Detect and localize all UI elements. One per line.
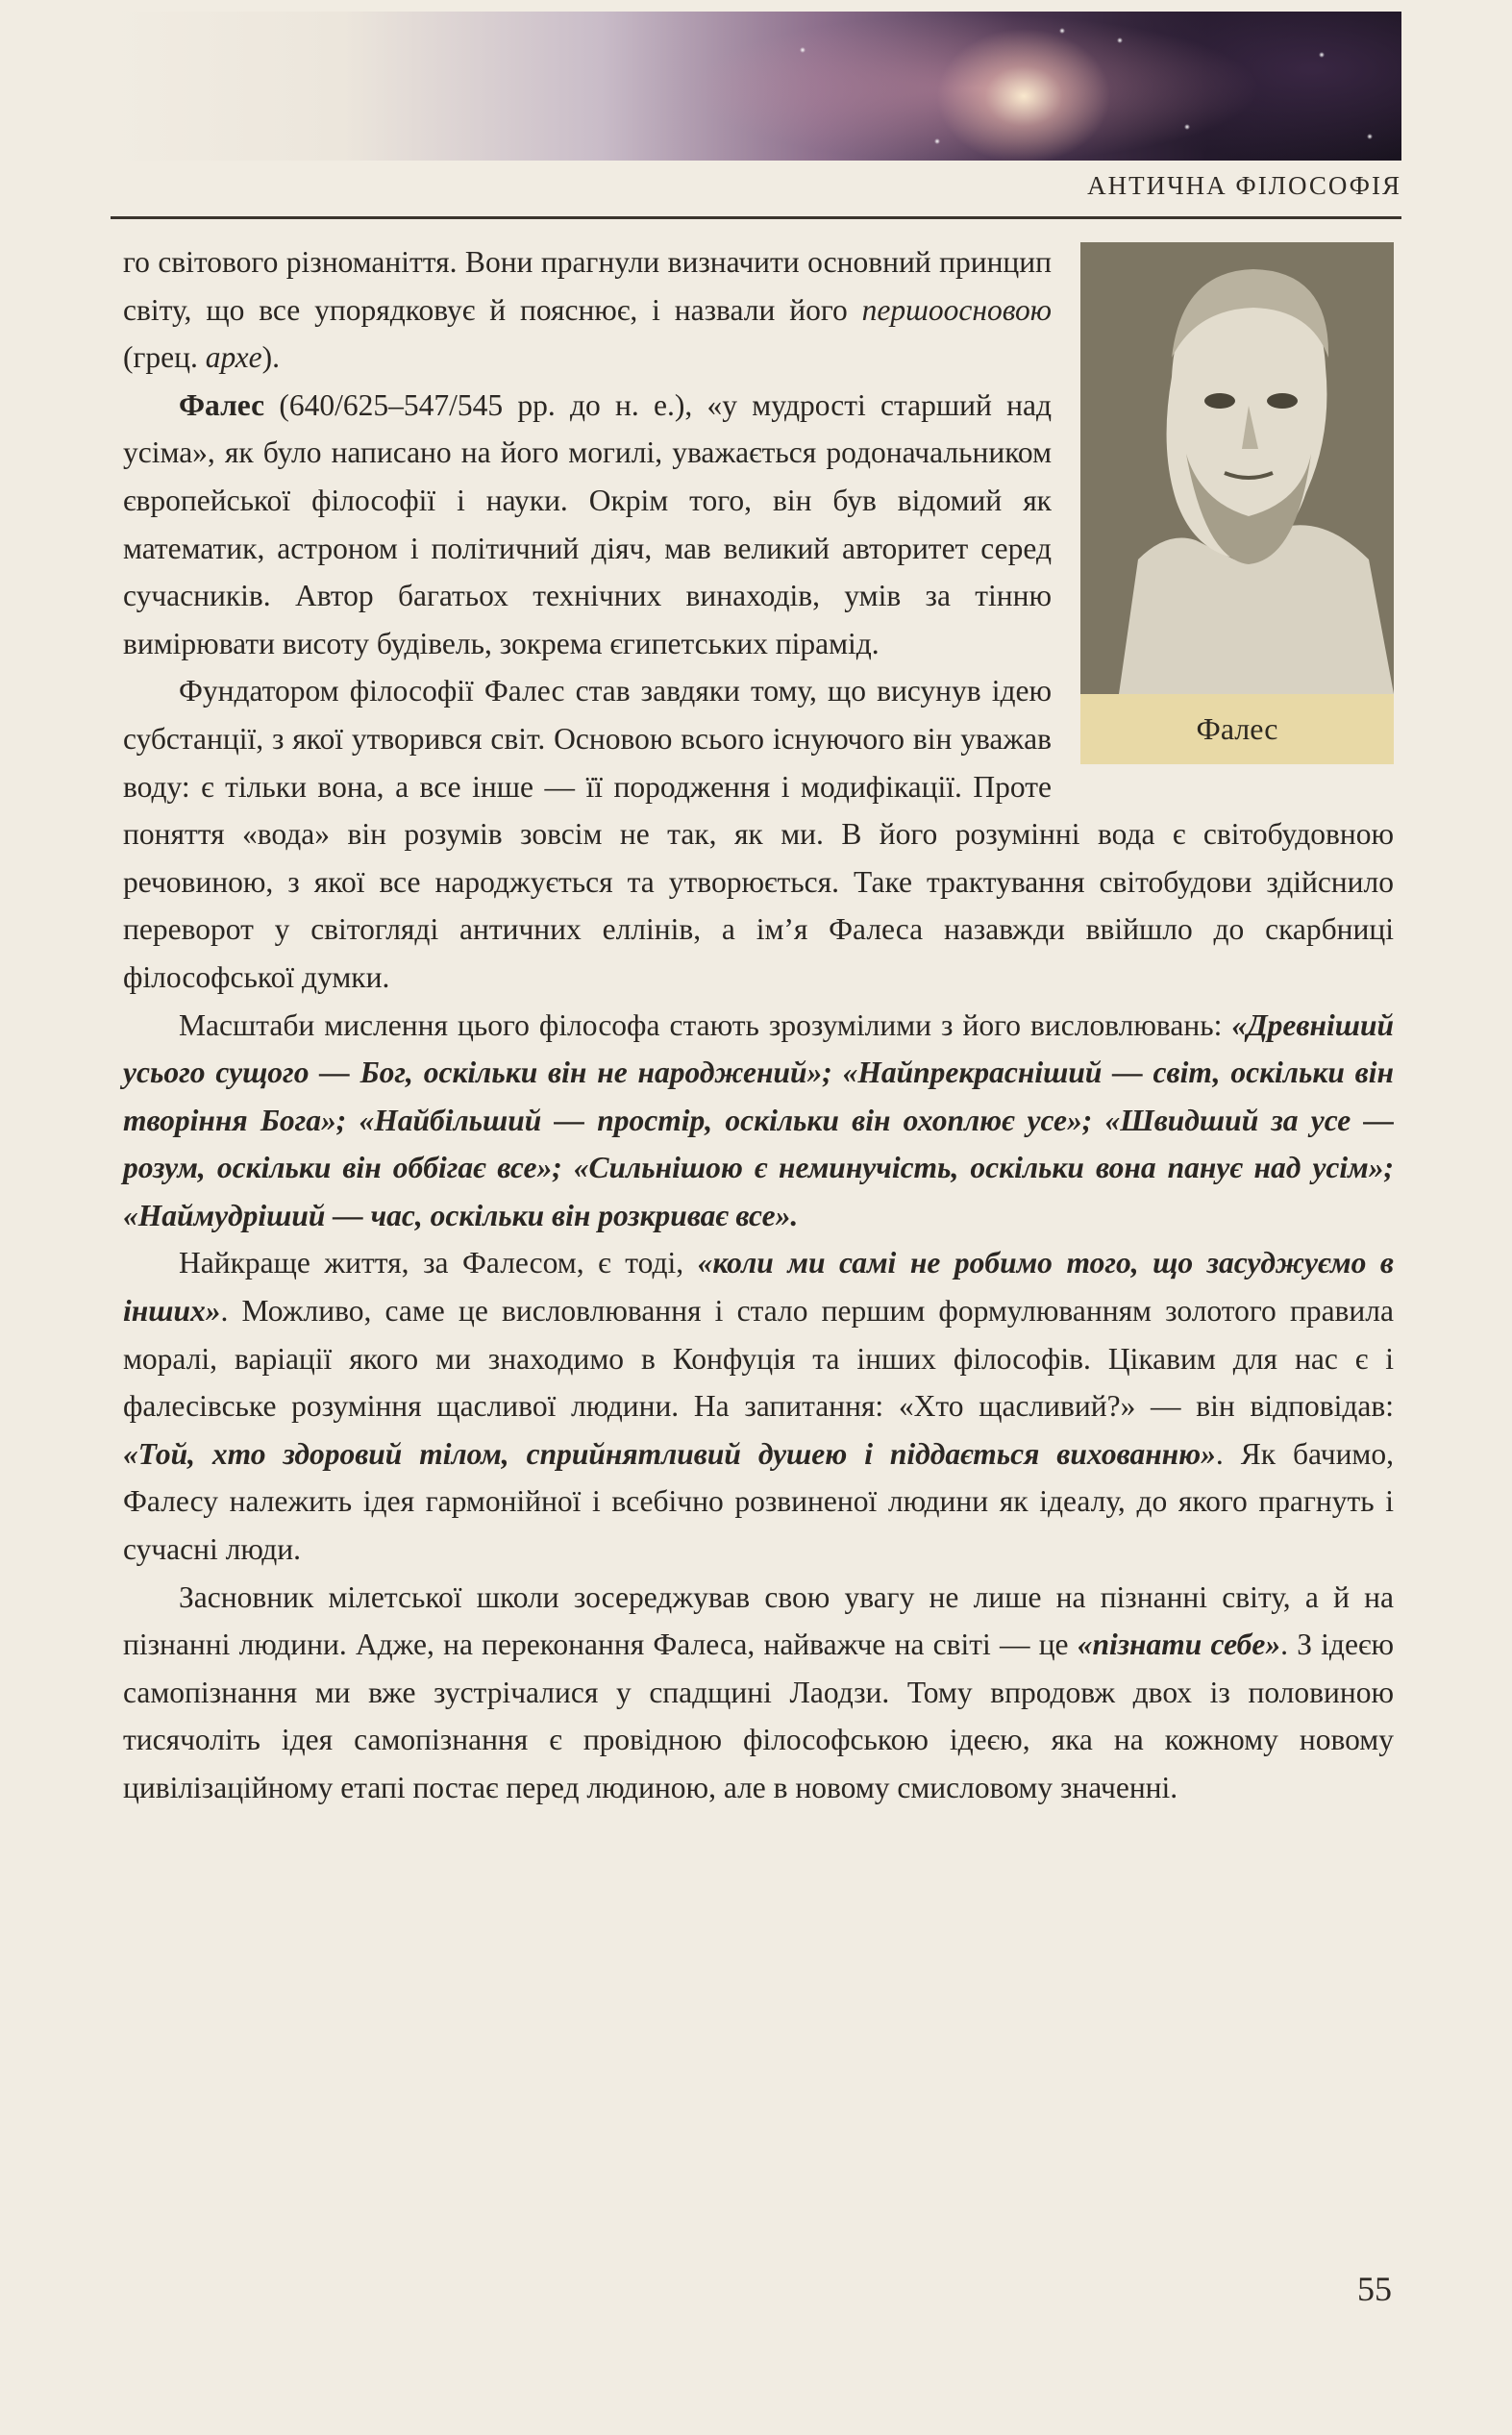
figure-caption: Фалес <box>1080 694 1394 764</box>
page-number: 55 <box>1357 2270 1392 2308</box>
thales-figure <box>1080 242 1394 764</box>
paragraph-6: Засновник мілетської школи зосереджував свою увагу не лише на пізнанні світу, а й на пізнанні людини. Адже, на переконання Фалеса, найважче на світі — це «пізнати себе». З ідеєю самопізнання ми вже зустрічалися у спадщині Лаодзи. Тому впродовж двох із половиною тисячоліть ідея самопізнання є провідною філософською ідеєю, яка на кожному новому цивілізаційному етапі постає перед людиною, але в новому смисловому значенні. <box>123 1579 1394 1804</box>
paragraph-5: Найкраще життя, за Фалесом, є тоді, «коли ми самі не робимо того, що засуджуємо в інших». Можливо, саме це висловлювання і стало першим формулюванням золотого правила моралі, варіації якого ми знаходимо в Конфуція та інших філософів. Цікавим для нас є і фалесівське розуміння щасливої людини. На запитання: «Хто щасливий?» — він відповідав: «Той, хто здоровий тілом, сприйнятливий душею і піддається вихованню». Як бачимо, Фалесу належить ідея гармонійної і всебічно розвиненої людини як ідеалу, до якого прагнуть і сучасні люди. <box>123 1246 1394 1567</box>
header-rule <box>111 216 1401 219</box>
thales-portrait-image <box>1080 242 1394 694</box>
bust-illustration <box>1080 242 1394 694</box>
running-head: АНТИЧНА ФІЛОСОФІЯ <box>1087 171 1401 200</box>
paragraph-3: Фундатором філософії Фалес став завдяки тому, що висунув ідею субстанції, з якої утворився світ. Основою всього існуючого він уважав воду: є тільки вона, а все інше — її породження і модифікації. Проте поняття «вода» він розумів зовсім не так, як ми. В його розумінні вода є світобудовною речовиною, з якої все народжується та утворюється. Таке трактування світобудови здійснило переворот у світогляді античних еллінів, а ім’я Фалеса назавжди ввійшло до скарбниці філософської думки. <box>123 674 1394 994</box>
paragraph-2: Фалес (640/625–547/545 рр. до н. е.), «у мудрості старший над усіма», як було написано на його могилі, уважається родоначальником європейської філософії і науки. Окрім того, він був відомий як математик, астроном і політичний діяч, мав великий авторитет серед сучасників. Автор багатьох технічних винаходів, умів за тінню вимірювати висоту будівель, зокрема єгипетських пірамід. <box>123 387 1052 660</box>
paragraph-4: Масштаби мислення цього філософа стають зрозумілими з його висловлювань: «Древніший усього сущого — Бог, оскільки він не народжений»; «Найпрекрасніший — світ, оскільки він творіння Бога»; «Найбільший — простір, оскільки він охоплює усе»; «Швидший за усе — розум, оскільки він оббігає все»; «Сильнішою є неминучість, оскільки вона панує над усім»; «Наймудріший — час, оскільки він розкриває все». <box>123 1007 1394 1232</box>
paragraph-1: го світового різноманіття. Вони прагнули визначити основний принцип світу, що все упорядковує й пояснює, і назвали його першоосновою (грец. архе). <box>123 245 1052 375</box>
body-text <box>123 238 1394 1812</box>
star-dust-decoration <box>111 12 1401 161</box>
